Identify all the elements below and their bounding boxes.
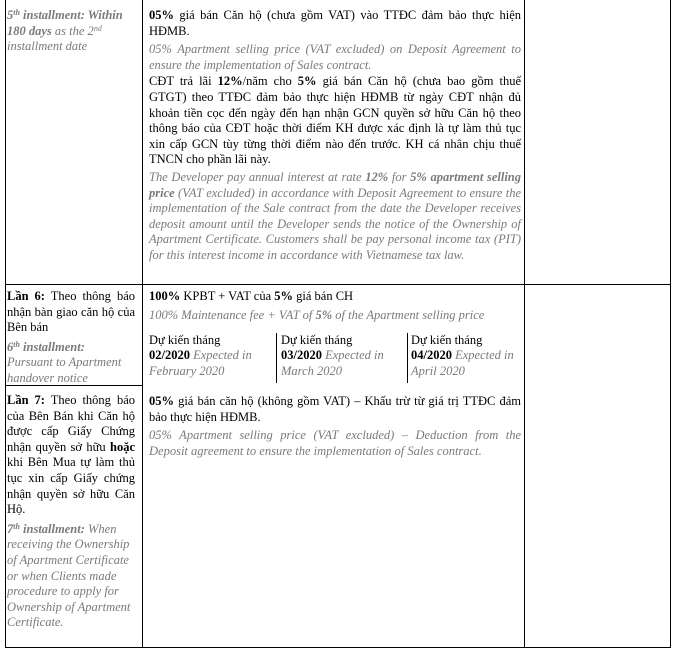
row-6-en-fee: 100% Maintenance fee + VAT of 5% of the Apartment selling price	[149, 307, 485, 322]
table-column-divider	[142, 0, 143, 648]
row-5-label-en: 5th installment: Within 180 days as the 2nd installment date	[7, 8, 123, 54]
row-5-en-interest: The Developer pay annual interest at rate 12% for 5% apartment selling price (VAT excluded) in accordance with Deposit Agreement to ensure the implementation of the Sale contract from the date the Developer receives deposit amount until the Developer sends the notice of the Ownership of Apartment Certificate. Customers shall be pay personal income tax (PIT) for this interest income in accordance with Vietnamese tax law.	[149, 169, 522, 262]
table-column-divider-2	[524, 0, 525, 648]
row-7-label-vi: Lần 7: Theo thông báo của Bên Bán khi Căn hộ được cấp Giấy Chứng nhận quyền sở hữu hoặc khi Bên Mua tự làm thủ tục xin cấp Giấy chứng nhận quyền sở hữu Căn Hộ.	[7, 393, 135, 517]
row-7-label-en: 7th installment: When receiving the Ownership of Apartment Certificate or when Clients made procedure to apply for Ownership of Apartment Certificate.	[7, 521, 131, 630]
schedule-item-2: Dự kiến tháng 03/2020 Expected in March 2020	[281, 333, 384, 378]
row-5-label-cell	[7, 8, 135, 55]
row-5-vi-interest: CĐT trả lãi 12%/năm cho 5% giá bán Căn hộ (chưa bao gồm thuế GTGT) theo TTĐC đảm bảo thực hiện HĐMB từ ngày CĐT nhận đủ khoản tiền cọc đến ngày đến hạn nhận GCN quyền sở hữu Căn hộ theo thông báo của CĐT hoặc thời điểm KH được xác định là tự làm thủ tục xin cấp GCN tùy từng thời điểm nào đến trước. KH cá nhân chịu thuế TNCN cho phần lãi này.	[149, 74, 522, 167]
row-7-content-cell	[149, 394, 521, 459]
schedule-item-3: Dự kiến tháng 04/2020 Expected in April 2020	[411, 333, 514, 378]
row-6-label-en: 6th installment: Pursuant to Apartment handover notice	[7, 339, 122, 385]
table-border-left	[5, 0, 6, 648]
row-7-vi-deduction: 05% giá bán căn hộ (không gồm VAT) – Khấu trừ từ giá trị TTĐC đảm bảo thực hiện HĐMB.	[149, 394, 521, 424]
row-5-vi-payment: 05% giá bán Căn hộ (chưa gồm VAT) vào TTĐC đảm bảo thực hiện HĐMB.	[149, 8, 521, 38]
row-5-en-payment: 05% Apartment selling price (VAT excluded) on Deposit Agreement to ensure the implementation of Sales contract.	[149, 42, 521, 72]
row-6-label-cell	[7, 289, 135, 387]
row-6-content-cell	[149, 289, 521, 323]
schedule-item-1: Dự kiến tháng 02/2020 Expected in February 2020	[149, 333, 252, 378]
row-7-label-cell	[7, 393, 135, 631]
schedule-divider	[407, 333, 408, 383]
row-7-en-deduction: 05% Apartment selling price (VAT excluded) – Deduction from the Deposit agreement to ensure the implementation of Sales contract.	[149, 428, 521, 458]
table-border-right	[670, 0, 671, 648]
row-5-content-cell	[149, 8, 521, 264]
row-6-label-vi: Lần 6: Theo thông báo nhận bàn giao căn hộ của Bên bán	[7, 289, 135, 335]
table-border-bottom	[5, 647, 671, 648]
row-6-vi-fee: 100% KPBT + VAT của 5% giá bán CH	[149, 289, 354, 303]
expected-schedule	[149, 333, 525, 383]
schedule-divider	[276, 333, 277, 383]
row-divider-1	[5, 284, 671, 285]
